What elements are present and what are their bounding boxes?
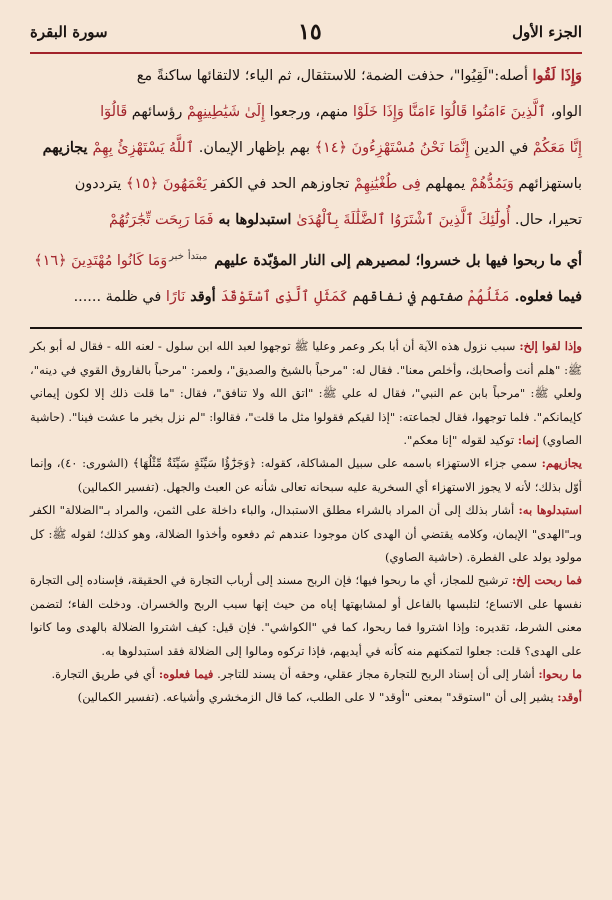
footnote-key: وإذا لقوا إلخ: xyxy=(519,339,582,354)
footnote-3 xyxy=(30,499,582,569)
commentary-text: يترددون xyxy=(74,175,126,192)
footnote-key: فيما فعلوه: xyxy=(158,666,214,681)
main-line-3 xyxy=(30,130,582,167)
commentary-text: باستهزائهم xyxy=(513,175,582,192)
footnote-5 xyxy=(30,663,582,686)
footnote-1 xyxy=(30,335,582,452)
commentary-text: في الدين xyxy=(469,140,533,156)
quran-phrase: ٱللَّهُ يَسْتَهْزِئُ بِهِمْ xyxy=(92,140,195,156)
main-line-1 xyxy=(30,58,582,95)
grammar-note-khabar: خبر xyxy=(169,250,184,262)
commentary-text: صفتهم في نفاقهم xyxy=(347,288,468,305)
juz-label: الجزء الأول xyxy=(512,23,582,41)
quran-phrase: وَيَمُدُّهُمْ xyxy=(469,175,514,192)
quran-phrase: إِنَّمَا نَحْنُ مُسْتَهْزِءُونَ ﴿١٤﴾ xyxy=(314,140,470,156)
footnote-key: فما ربحت إلخ: xyxy=(511,573,582,588)
footnote-key: استبدلوها به: xyxy=(518,503,582,518)
main-line-6 xyxy=(30,239,582,279)
surah-label: سورة البقرة xyxy=(30,23,108,41)
footnote-2 xyxy=(30,452,582,499)
commentary-text: منهم، ورجعوا xyxy=(265,103,353,120)
footnote-text: توكيد لقوله "إنا معكم". xyxy=(403,432,518,447)
main-line-2 xyxy=(30,95,582,131)
commentary-text: أصله:"لَقِيُوا"، حذفت الضمة؛ للاستثقال، ثم الياء؛ لالتقائها ساكنةً مع xyxy=(136,68,533,84)
commentary-text: في ظلمة ...... xyxy=(73,288,166,305)
commentary-text: أي ما ربحوا فيها بل خسروا؛ لمصيرهم إلى النار المؤبّدة عليهم xyxy=(209,251,582,269)
commentary-text: تجاوزهم الحد في الكفر xyxy=(206,175,354,192)
commentary-text: أوقد xyxy=(185,287,221,305)
quran-phrase: إِنَّا مَعَكُمْ xyxy=(532,140,582,156)
footnote-text: أشار بذلك إلى أن المراد بالشراء مطلق الاستبدال، والباء داخلة على الثمن، والمراد بـ"الضلالة" الكفر وبـ"الهدى" الإيمان، وكلامه يقتضي أن الهدى كان موجودا عندهم ثم دفعوه وأخذوا الضلالة، وهو كذلك؛ لقوله ﷺ: كل مولود يولد على الفطرة. (حاشية الصاوي) xyxy=(30,503,582,564)
footnote-key: يجازيهم: xyxy=(541,456,583,471)
commentary-text: الواو، xyxy=(546,103,582,120)
footnote-4 xyxy=(30,569,582,663)
quran-phrase: مَثَلُهُمْ xyxy=(467,288,510,305)
footnote-key: إنما: xyxy=(517,432,539,447)
footnote-key: أوقد: xyxy=(557,690,582,705)
footnotes xyxy=(30,335,582,710)
footnote-separator xyxy=(30,327,582,329)
footnote-text: سبب نزول هذه الآية أن أبا بكر وعمر وعليا ﷺ توجهوا لعبد الله ابن سلول - لعنه الله - فقال له أبو بكر ﷺ: "هلم أنت وأصحابك، وأخلص معنا". فقال له: "مرحباً بالشيخ والصديق"، ولعمر: "مرحباً بالفاروق القوي في دينه"، ولعلي ﷺ: "مرحباً بابن عم النبي"، فقال له علي ﷺ: "اتق الله ولا تنافق"، فقال: "ما قلت ذلك إلا لكون إيماني كإيمانكم". فلما توجهوا، فقال لجماعته: "إذا لقيكم فقولوا مثل ما قلت"، فقالوا: "لم نزل بخير ما عشت فينا". (حاشية الصاوي) xyxy=(30,339,582,447)
footnote-text: يشير إلى أن "استوقد" بمعنى "أوقد" لا على الطلب، كما قال الزمخشري وأشياعه. (تفسير الكمالين) xyxy=(77,690,558,705)
quran-phrase: يَعْمَهُونَ ﴿١٥﴾ xyxy=(125,175,207,192)
commentary-text: تحيرا، حال. xyxy=(510,212,582,228)
page-header xyxy=(30,12,582,54)
footnote-text: أي في طريق التجارة. xyxy=(51,666,159,681)
quran-phrase: أُولَٰٓئِكَ ٱلَّذِينَ ٱشْتَرَوُا ٱلضَّلَٰلَةَ بِٱلْهُدَىٰ xyxy=(296,212,511,228)
quran-phrase: نَارًا xyxy=(165,288,186,305)
quran-phrase: وَمَا كَانُوا مُهْتَدِينَ ﴿١٦﴾ xyxy=(34,252,168,269)
page-number: ١٥ xyxy=(298,19,322,45)
quran-phrase: إِلَىٰ شَيَٰطِينِهِمْ xyxy=(186,103,266,120)
footnote-6 xyxy=(30,686,582,709)
quran-phrase: فَمَا رَبِحَت تِّجَٰرَتُهُمْ xyxy=(108,212,214,228)
commentary-text: بهم بإظهار الإيمان. xyxy=(194,140,315,156)
main-line-5 xyxy=(30,202,582,239)
footnote-key: ما ربحوا: xyxy=(538,666,582,681)
quran-phrase: ٱلَّذِينَ ءَامَنُوا قَالُوٓا ءَامَنَّا وَإِذَا خَلَوْا xyxy=(352,103,547,120)
main-line-7 xyxy=(30,279,582,316)
footnote-text: أشار إلى أن إسناد الربح للتجارة مجاز عقلي، وحقه أن يسند للتاجر. xyxy=(213,666,539,681)
grammar-note-mubtada: مبتدأ xyxy=(187,250,208,262)
commentary-text: يجازيهم xyxy=(42,139,93,156)
main-text xyxy=(30,58,582,315)
commentary-text: يمهلهم xyxy=(420,175,470,192)
quran-phrase: كَمَثَلِ ٱلَّذِى ٱسْتَوْقَدَ xyxy=(220,288,348,305)
quran-phrase: فِى طُغْيَٰنِهِمْ xyxy=(354,175,421,192)
footnote-text: سمي جزاء الاستهزاء باسمه على سبيل المشاكلة، كقوله: ﴿وَجَزَٰٓؤُا سَيِّئَةٍ سَيِّئَةٌ مِّثْلُهَا﴾ (الشورى: ٤٠)، وإنما أوّل بذلك؛ لأنه لا يجوز الاستهزاء أي السخرية عليه سبحانه تعالى شأنه عن العبث والجهل. (تفسير الكمالين) xyxy=(30,456,582,494)
quran-phrase: وَإِذَا لَقُوا xyxy=(532,67,582,84)
quran-phrase: قَالُوٓا xyxy=(100,103,128,120)
main-line-4 xyxy=(30,167,582,203)
commentary-text: استبدلوها به xyxy=(213,211,297,228)
commentary-text: رؤسائهم xyxy=(127,103,187,120)
commentary-text: فيما فعلوه. xyxy=(509,287,582,305)
footnote-text: ترشيح للمجاز، أي ما ربحوا فيها؛ فإن الربح مسند إلى أرباب التجارة في الحقيقة، فإسناده إلى التجارة نفسها على الاتساع؛ لتلبسها بالفاعل أو لمشابهتها إياه من حيث إنها سبب الربح والخسران. ودخلت الفاء؛ لتضمن معنى الشرط، تقديره: وإذا اشتروا فما ربحوا، كما في "الكواشي". فإن قيل: كيف اشتروا الضلالة بالهدى وما كانوا على الهدى؟ قلت: جعلوا لتمكنهم منه كأنه في أيديهم، فإذا تركوه ومالوا إلى الضلالة فقد استبدلوها به. xyxy=(30,573,582,658)
